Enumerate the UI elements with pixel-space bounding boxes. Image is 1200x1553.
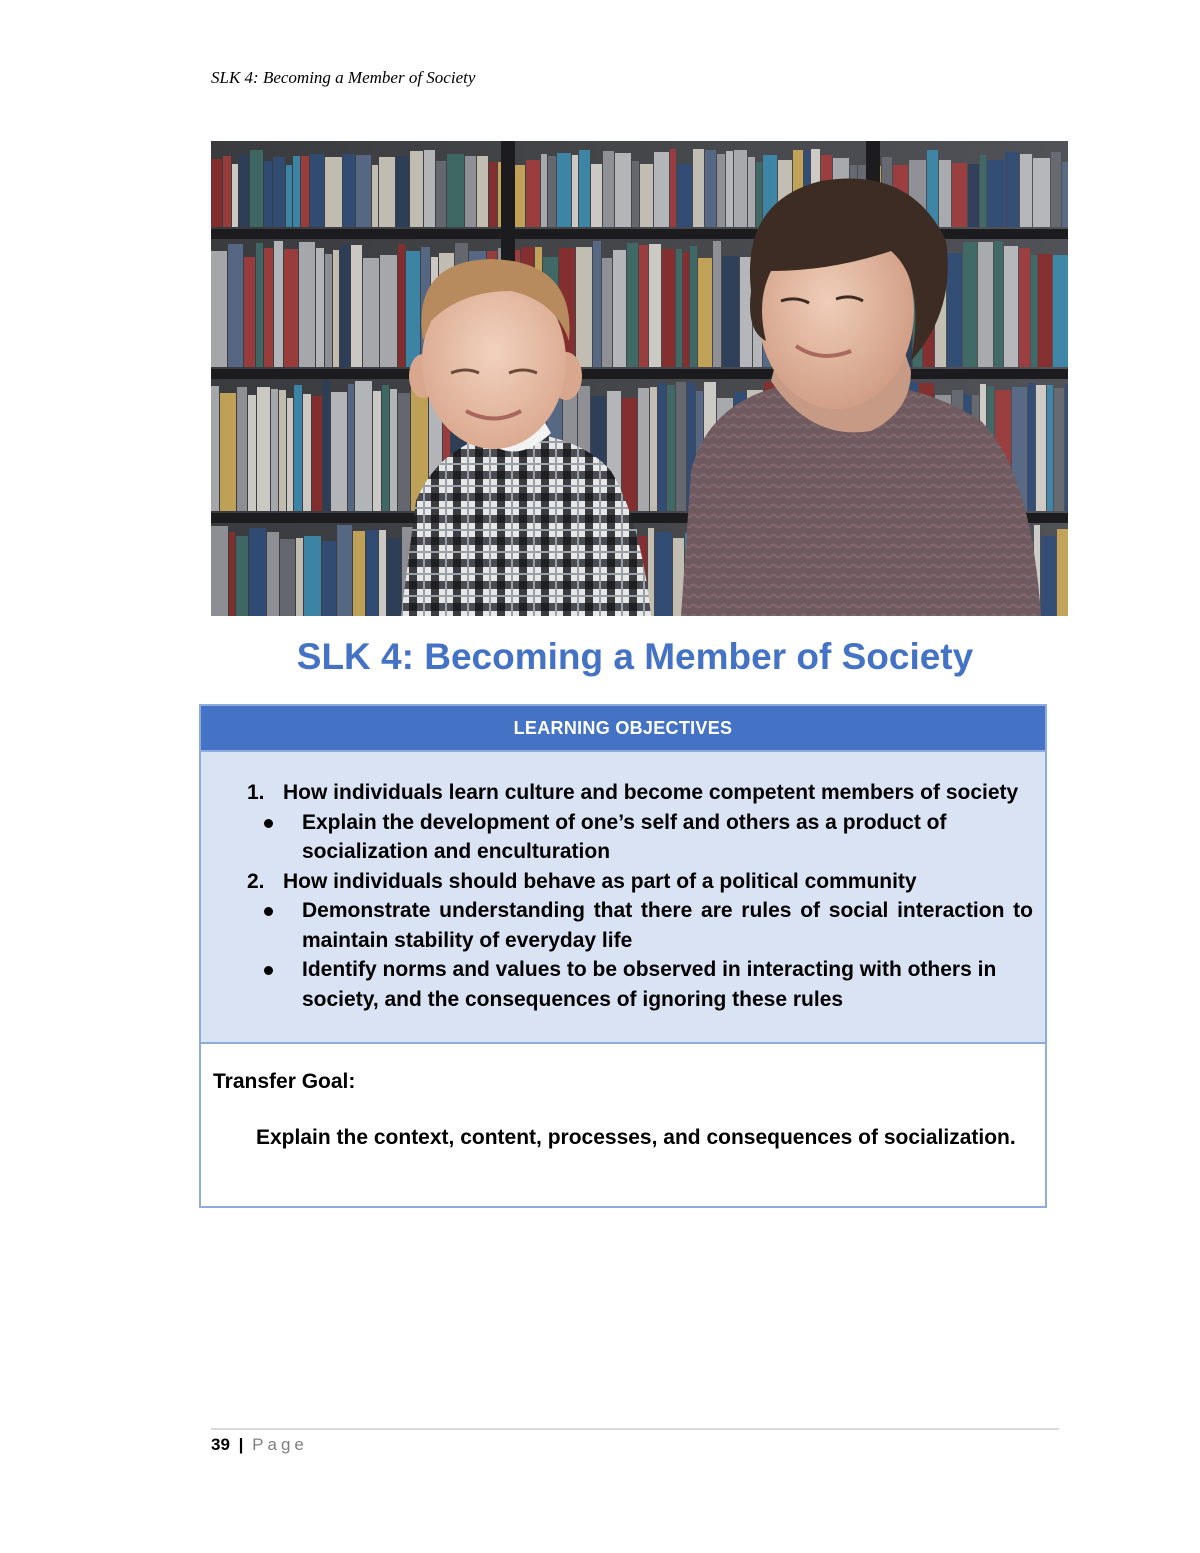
objectives-list bbox=[231, 778, 1033, 1014]
objectives-list-panel bbox=[201, 750, 1045, 1042]
objective-number: 2. bbox=[247, 869, 265, 893]
sub-objective bbox=[231, 896, 1033, 955]
sub-objective bbox=[231, 955, 1033, 1014]
sub-objective-text: Explain the development of one’s self and others as a product of socialization and enculturation bbox=[302, 810, 947, 863]
bullet-icon bbox=[264, 819, 273, 828]
bullet-icon bbox=[264, 966, 273, 975]
transfer-goal-text: Explain the context, content, processes, and consequences of socialization. bbox=[256, 1126, 1016, 1149]
sub-objective-text: Demonstrate understanding that there are rules of social interaction to maintain stability of everyday life bbox=[302, 899, 1033, 952]
page-number: 39 bbox=[211, 1435, 230, 1454]
page-label: Page bbox=[252, 1435, 308, 1454]
objective-2-subitems bbox=[231, 896, 1033, 1014]
objective-text: How individuals learn culture and become competent members of society bbox=[283, 781, 1019, 804]
hero-photo bbox=[211, 141, 1068, 616]
transfer-goal-label: Transfer Goal: bbox=[213, 1070, 356, 1093]
objective-number: 1. bbox=[247, 781, 265, 804]
library-photo-illustration bbox=[211, 141, 1068, 616]
objective-text: How individuals should behave as part of a political community bbox=[283, 869, 917, 893]
page-title: SLK 4: Becoming a Member of Society bbox=[296, 636, 974, 677]
bullet-icon bbox=[264, 907, 273, 916]
footer-separator: | bbox=[238, 1435, 244, 1454]
footer-divider bbox=[211, 1428, 1059, 1430]
objective-1-subitems bbox=[231, 808, 1033, 867]
running-header: SLK 4: Becoming a Member of Society bbox=[211, 68, 476, 87]
learning-objectives-box bbox=[199, 704, 1047, 1208]
transfer-goal-section bbox=[201, 1042, 1045, 1206]
sub-objective bbox=[231, 808, 1033, 867]
learning-objectives-heading: LEARNING OBJECTIVES bbox=[201, 706, 1045, 750]
sub-objective-text: Identify norms and values to be observed in interacting with others in society, and the consequences of ignoring these rules bbox=[302, 958, 997, 1011]
objective-item-1 bbox=[231, 778, 1033, 808]
objective-item-2 bbox=[231, 867, 1033, 897]
page-footer bbox=[211, 1435, 308, 1455]
